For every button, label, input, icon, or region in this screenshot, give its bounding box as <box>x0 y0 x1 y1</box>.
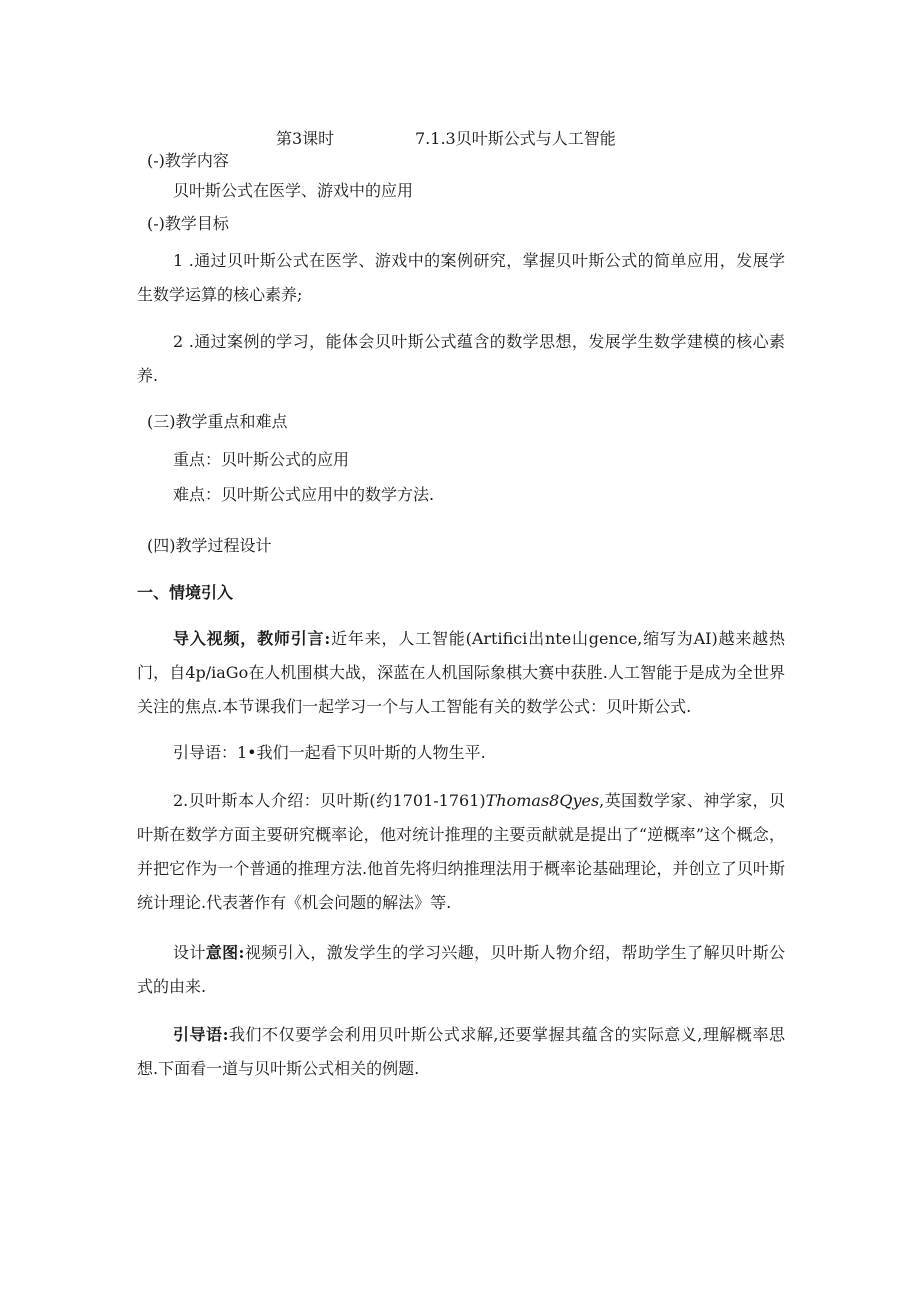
section-heading-goals: (-)教学目标 <box>147 214 229 233</box>
guide-line-1: 引导语：1•我们一起看下贝叶斯的人物生平. <box>173 743 486 762</box>
difficulty-text: 难点：贝叶斯公式应用中的数学方法. <box>173 485 435 504</box>
guide2-label: 引导语: <box>173 1025 229 1044</box>
bio-rest: ,英国数学家、神学家，贝叶斯在数学方面主要研究概率论，他对统计推理的主要贡献就是提出了“逆概率”这个概念，并把它作为一个普通的推理方法.他首先将归纳推理法用于概率论基础理论，并创立了贝叶斯统计理论.代表著作有《机会问题的解法》等. <box>137 791 785 912</box>
bio-start: 2.贝叶斯本人介绍：贝叶斯(约1701-1761) <box>173 791 486 810</box>
guide2-text: 我们不仅要学会利用贝叶斯公式求解,还要掌握其蕴含的实际意义,理解概率思想.下面看一道与贝叶斯公式相关的例题. <box>137 1025 785 1078</box>
teaching-content-text: 贝叶斯公式在医学、游戏中的应用 <box>173 181 414 200</box>
section-heading-keypoints: (三)教学重点和难点 <box>147 412 288 431</box>
lesson-number: 第3课时 <box>276 129 335 148</box>
bio-name: Thomas8Qyes <box>485 791 600 810</box>
intro-label: 导入视频，教师引言: <box>173 629 331 648</box>
design-label-bold: 意图: <box>205 943 245 962</box>
key-point-text: 重点：贝叶斯公式的应用 <box>173 450 350 469</box>
intro-text: 近年来，人工智能(Artifici出nte山gence,缩写为AI)越来越热门，自4p∕iaGo在人机围棋大战，深蓝在人机国际象棋大赛中获胜.人工智能于是成为全世界关注的焦点.本节课我们一起学习一个与人工智能有关的数学公式：贝叶斯公式. <box>137 629 785 716</box>
design-paragraph <box>137 936 785 1004</box>
goal-item-1: 1 .通过贝叶斯公式在医学、游戏中的案例研究，掌握贝叶斯公式的简单应用，发展学生数学运算的核心素养; <box>137 251 785 304</box>
section-heading-content: (-)教学内容 <box>147 151 229 170</box>
guide-paragraph-2 <box>137 1018 785 1086</box>
section-heading-process: (四)教学过程设计 <box>147 536 272 555</box>
goal-item-2: 2 .通过案例的学习，能体会贝叶斯公式蕴含的数学思想，发展学生数学建模的核心素养. <box>137 332 785 385</box>
part-heading-intro: 一、情境引入 <box>137 583 234 602</box>
bio-paragraph <box>137 784 785 920</box>
intro-paragraph <box>137 622 785 724</box>
lesson-title: 7.1.3贝叶斯公式与人工智能 <box>415 129 616 148</box>
design-text: 视频引入，激发学生的学习兴趣，贝叶斯人物介绍，帮助学生了解贝叶斯公式的由来. <box>137 943 785 996</box>
design-label-plain: 设计 <box>173 943 206 962</box>
